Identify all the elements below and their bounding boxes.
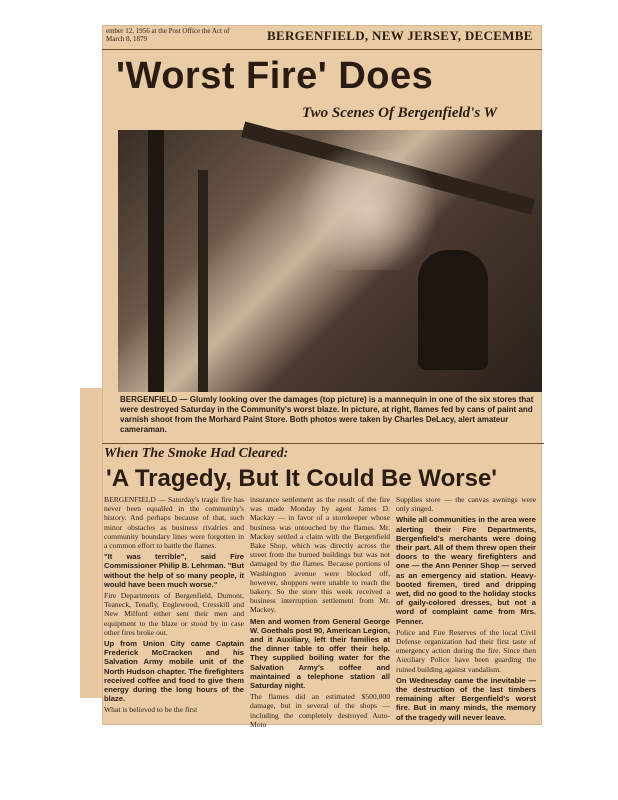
- article-paragraph: "It was terrible", said Fire Commissioner Philip B. Lehrman. "But without the help of so many people, it would have been much worse.": [104, 552, 244, 589]
- article-paragraph: BERGENFIELD — Saturday's tragic fire has never been equalled in the community's history. And perhaps because of that, such minor obstacles as business rivalries and community boundary lines were forgotten in a common effort to battle the flames.: [104, 495, 244, 551]
- kicker: When The Smoke Had Cleared:: [102, 443, 544, 462]
- article-paragraph: While all communities in the area were alerting their Fire Departments, Bergenfield's merchants were doing their part. All of them threw open their doors to the weary firefighters and one — the Ann Penner Shop — served as an emergency aid station. Heavy-booted firemen, tired and dripping wet, did no good to the holiday stocks of gaily-colored dresses, but not a word of complaint came from Mrs. Penner.: [396, 515, 536, 626]
- post-office-notice: ember 12, 1956 at the Post Office the Act of March 8, 1879: [106, 27, 230, 43]
- photo-beam: [198, 170, 208, 392]
- article-paragraph: Supplies store — the canvas awnings were only singed.: [396, 495, 536, 514]
- photo-subhead: Two Scenes Of Bergenfield's W: [302, 105, 497, 121]
- article-paragraph: Men and women from General George W. Goethals post 90, American Legion, and it Auxiliary, left their families at the dinner table to offer their help. They supplied boiling water for the Salvation Army's coffee and maintained a telephone station all Saturday night.: [250, 616, 390, 691]
- dateline: BERGENFIELD, NEW JERSEY, DECEMBE: [267, 28, 533, 43]
- article-paragraph: Up from Union City came Captain Frederick McCracken and his Salvation Army mobile unit of the North Hudson chapter. The firefighters received coffee and food to give them energy during the long hours of the blaze.: [104, 639, 244, 704]
- fire-photo: [118, 130, 542, 392]
- photo-beam: [148, 130, 164, 392]
- masthead: [102, 25, 542, 50]
- article-paragraph: Fire Departments of Bergenfield, Dumont, Teaneck, Tenafly, Englewood, Cresskill and New Milford either sent their men and equipment to the blaze or stood by in case other fires broke out.: [104, 591, 244, 637]
- photo-caption: BERGENFIELD — Glumly looking over the damages (top picture) is a mannequin in one of the six stores that were destroyed Saturday in the Community's worst blaze. In picture, at right, flames fed by cans of paint and varnish shoot from the Morhard Paint Store. Both photos were taken by Charles DeLacy, alert amateur cameraman.: [120, 395, 534, 434]
- article-headline: 'A Tragedy, But It Could Be Worse': [106, 465, 498, 492]
- article-paragraph: insurance settlement as the result of the fire was made Monday by agent James D. Mackay — in favor of a storekeeper whose business was untouched by the flames. Mr. Mackey settled a claim with the Bergenfield Bake Shop, which was directly across the street from the burned buildings but was not damaged by the flames. Because portions of Washington avenue were blocked off, however, shoppers were unable to reach the bakery. So the store this week received a business interruption settlement from Mr. Mackey.: [250, 495, 390, 615]
- article-paragraph: The flames did an estimated $500,000 damage, but in several of the shops — including the completely destroyed Auto-Moto: [250, 692, 390, 729]
- article-column-1: [104, 495, 244, 720]
- photo-figure: [418, 250, 488, 370]
- article-paragraph: Police and Fire Reserves of the local Civil Defense organization had their first taste of emergency action during the fire. Since then Auxiliary Police have been guarding the ruined building against vandalism.: [396, 627, 536, 674]
- main-headline: 'Worst Fire' Does: [116, 55, 434, 97]
- photo-smoke: [288, 150, 448, 270]
- article-paragraph: On Wednesday came the inevitable — the destruction of the last timbers remaining after Bergenfield's worst fire. But in many minds, the memory of the tragedy will never leave.: [396, 675, 536, 722]
- article-paragraph: What is believed to be the first: [104, 705, 198, 715]
- newspaper-clipping: [102, 25, 542, 729]
- article-column-3: [396, 495, 536, 720]
- article-columns: [104, 495, 540, 729]
- article-column-2: [250, 495, 390, 729]
